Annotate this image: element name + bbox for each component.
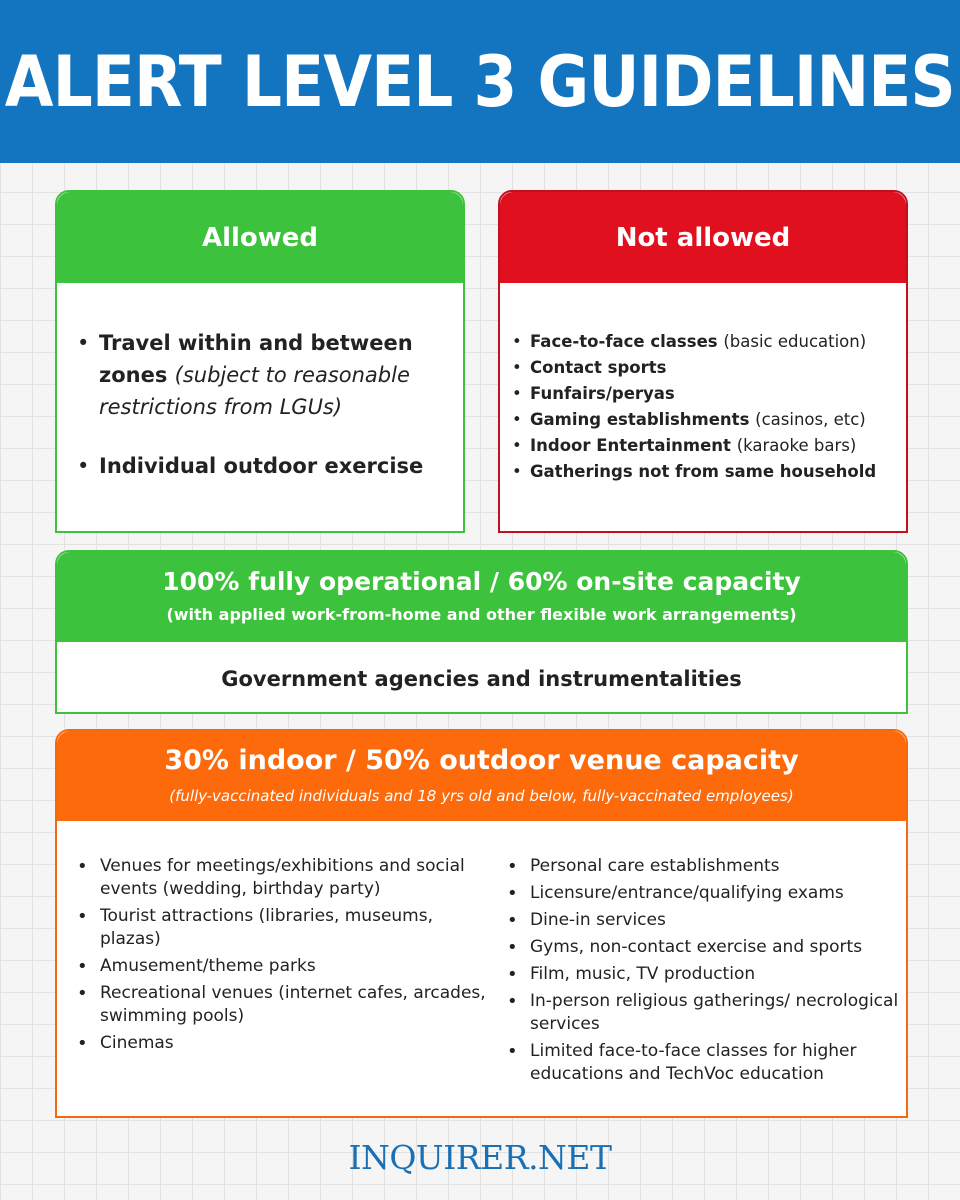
list-item: • Amusement/theme parks [75,955,495,978]
item-main: Funfairs/peryas [530,384,675,403]
not-allowed-title: Not allowed [615,222,791,253]
list-item: • Recreational venues (internet cafes, arcades, swimming pools) [75,982,495,1028]
list-item: • Gyms, non-contact exercise and sports [505,936,905,959]
list-item: • Limited face-to-face classes for higher educations and TechVoc education [505,1040,905,1086]
page-title: ALERT LEVEL 3 GUIDELINES [4,40,956,123]
item-note: (casinos, etc) [755,410,866,429]
item-note: (karaoke bars) [736,436,857,455]
allowed-title: Allowed [201,222,319,253]
allowed-list [57,283,463,482]
operational-subtitle: (with applied work-from-home and other flexible work arrangements) [166,605,797,624]
list-item: • Tourist attractions (libraries, museums, plazas) [75,905,495,951]
capacity-right-list [505,855,905,1090]
capacity-card [55,729,908,1118]
list-item: • Film, music, TV production [505,963,905,986]
inquirer-logo: INQUIRER.NET [348,1138,612,1177]
list-item [512,381,896,407]
allowed-header [57,192,463,283]
capacity-title: 30% indoor / 50% outdoor venue capacity [164,745,799,776]
title-banner [0,0,960,163]
not-allowed-header [500,192,906,283]
list-item: • Personal care establishments [505,855,905,878]
list-item: • Venues for meetings/exhibitions and social events (wedding, birthday party) [75,855,495,901]
item-main: Gatherings not from same household [530,462,877,481]
operational-header [57,552,906,642]
allowed-card [55,190,465,533]
not-allowed-card [498,190,908,533]
item-main: Travel within and between zones [99,331,413,387]
item-note: (subject to reasonable restrictions from LGUs) [99,363,410,419]
list-item: • Licensure/entrance/qualifying exams [505,882,905,905]
item-main: Gaming establishments [530,410,750,429]
list-item [512,459,896,485]
operational-card [55,550,908,714]
capacity-header [57,731,906,821]
item-main: Face-to-face classes [530,332,718,351]
item-main: Indoor Entertainment [530,436,731,455]
operational-body: Government agencies and instrumentalities [221,667,742,691]
item-note: (basic education) [723,332,867,351]
item-main: Contact sports [530,358,667,377]
list-item [512,433,896,459]
capacity-left-list [75,855,495,1059]
list-item: • Cinemas [75,1032,495,1055]
list-item [77,450,443,482]
list-item [77,327,443,423]
list-item [512,329,896,355]
list-item: • Dine-in services [505,909,905,932]
capacity-subtitle: (fully-vaccinated individuals and 18 yrs old and below, fully-vaccinated employees) [169,787,794,805]
not-allowed-list [500,283,906,485]
list-item [512,355,896,381]
list-item: • In-person religious gatherings/ necrological services [505,990,905,1036]
operational-title: 100% fully operational / 60% on-site capacity [162,567,801,596]
item-main: Individual outdoor exercise [99,454,424,478]
list-item [512,407,896,433]
